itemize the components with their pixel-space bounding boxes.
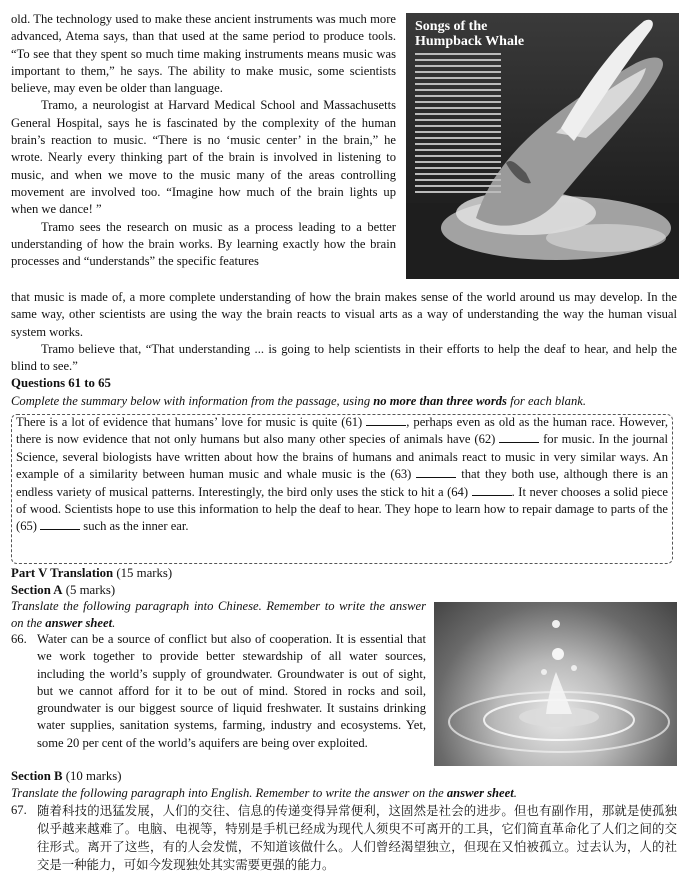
section-b-title: Section B <box>11 769 63 783</box>
part5-title: Part V Translation <box>11 566 114 580</box>
passage-paragraph: old. The technology used to make these ancient instruments was much more advanced, Atema says, than that used at the same period to produce tools. “To see that they spent so much time making instruments means music was important to them,” he says. The ability to make music, some scientists believe, may even be older than language. <box>11 12 396 96</box>
instruction-emphasis: answer sheet <box>446 786 514 800</box>
passage-paragraph: Tramo believe that, “That understanding ... is going to help scientists in their efforts to help the deaf to hear, and help the blind to see.” <box>11 341 677 374</box>
section-b-instruction <box>11 785 677 802</box>
instruction-emphasis: answer sheet <box>45 616 113 630</box>
blank-65[interactable] <box>40 518 80 530</box>
question-67 <box>11 802 677 874</box>
question-66 <box>11 631 426 752</box>
passage-top <box>11 11 396 270</box>
blank-62[interactable] <box>499 431 539 443</box>
passage-full-width <box>11 289 677 375</box>
blank-64[interactable] <box>472 484 512 496</box>
questions-instruction <box>11 393 677 410</box>
passage-paragraph: Tramo sees the research on music as a process leading to a better understanding of how the brain works. By learning exactly how the brain processes and “understands” the specific features <box>11 219 396 269</box>
blank-61[interactable] <box>366 414 406 426</box>
part5-heading <box>11 565 677 582</box>
instruction-text: . <box>513 786 517 800</box>
passage-paragraph: Tramo, a neurologist at Harvard Medical School and Massachusetts General Hospital, says he is fascinated by the complexity of the human brain’s reaction to music. “There is no ‘music center’ in the brain,” he wrote. Nearly every thinking part of the brain is involved in listening to music, and when we move to the music many of the areas controlling movement are involved too. “Imagine how much of the brain lights up when we dance! ” <box>11 98 396 217</box>
section-a-marks: (5 marks) <box>62 583 116 597</box>
part5-marks: (15 marks) <box>113 566 173 580</box>
summary-segment: . It never chooses a solid piece of wood. Scientists hope to use this information to help the deaf to hear. They hope to learn how to repair damage to parts of the (65) <box>16 484 669 534</box>
instruction-emphasis: no more than three words <box>373 394 507 408</box>
instruction-text: for each blank. <box>506 394 587 408</box>
whale-image-title <box>415 19 524 49</box>
summary-segment: for music. In the journal Science, several biologists have written about how the brains of humans and animals react to music in very similar ways. An example of a similarity between human music and whale music is the (63) <box>16 432 668 482</box>
instruction-text: Translate the following paragraph into Chinese. Remember to write the answer on the <box>11 599 426 630</box>
summary-text <box>16 414 668 536</box>
passage-paragraph: that music is made of, a more complete understanding of how the brain makes sense of the world around us may develop. In the same way, other scientists are using the way the brain reacts to visual arts as a way of understanding the way the human visual system works. <box>11 290 677 339</box>
summary-box <box>11 414 673 564</box>
instruction-text: Complete the summary below with information from the passage, using <box>11 394 374 408</box>
question-text: 随着科技的迅猛发展，人们的交往、信息的传递变得异常便利，这固然是社会的进步。但也有副作用，那就是使孤独似乎越来越难了。电脑、电视等，特别是手机已经成为现代人须臾不可离开的工具，它们简直革命化了人们之间的交往形式。离开了这些，有的人会发慌，不知道该做什么。人们曾经渴望独立，但现在又怕被孤立。过去认为，人的社交是一种能力，可如今发现独处其实需要更强的能力。 <box>37 803 677 872</box>
instruction-text: . <box>112 616 116 630</box>
water-splash-illustration <box>434 602 677 766</box>
whale-title-line: Humpback Whale <box>415 34 525 49</box>
blank-63[interactable] <box>416 466 456 478</box>
summary-segment: that they both use, although there is an endless variety of musical patterns. Interestingly, the bird only uses the stick to hit a (64) <box>16 467 669 499</box>
section-b-heading <box>11 768 677 785</box>
section-a-title: Section A <box>11 583 63 597</box>
section-a-heading <box>11 582 677 599</box>
question-number: 67. <box>11 803 27 817</box>
instruction-text: Translate the following paragraph into English. Remember to write the answer on the <box>11 786 447 800</box>
whale-image <box>406 13 679 279</box>
water-drop-image <box>434 602 677 766</box>
section-b-marks: (10 marks) <box>62 769 122 783</box>
question-number: 66. <box>11 632 27 646</box>
whale-image-caption-text <box>415 53 501 197</box>
section-a-instruction <box>11 598 426 632</box>
whale-title-line: Songs of the <box>415 19 488 34</box>
questions-heading: Questions 61 to 65 <box>11 376 111 390</box>
summary-segment: , perhaps even as old as the human race. However, there is now evidence that not only humans but also many other species of animals have (62) <box>16 415 668 447</box>
summary-segment: such as the inner ear. <box>80 519 189 534</box>
question-text: Water can be a source of conflict but also of cooperation. It is essential that we work together to provide better stewardship of all water sources, including the world’s supply of groundwater. Groundwater is out of sight, but we cannot afford for it to be out of mind. Stored in rocks and soil, groundwater is our biggest source of liquid freshwater. It sustains drinking water supplies, sanitation systems, farming, industry and ecosystems. Yet, some 20 per cent of the world’s aquifers are being over exploited. <box>37 632 426 750</box>
summary-segment: There is a lot of evidence that humans’ love for music is quite (61) <box>16 415 367 429</box>
